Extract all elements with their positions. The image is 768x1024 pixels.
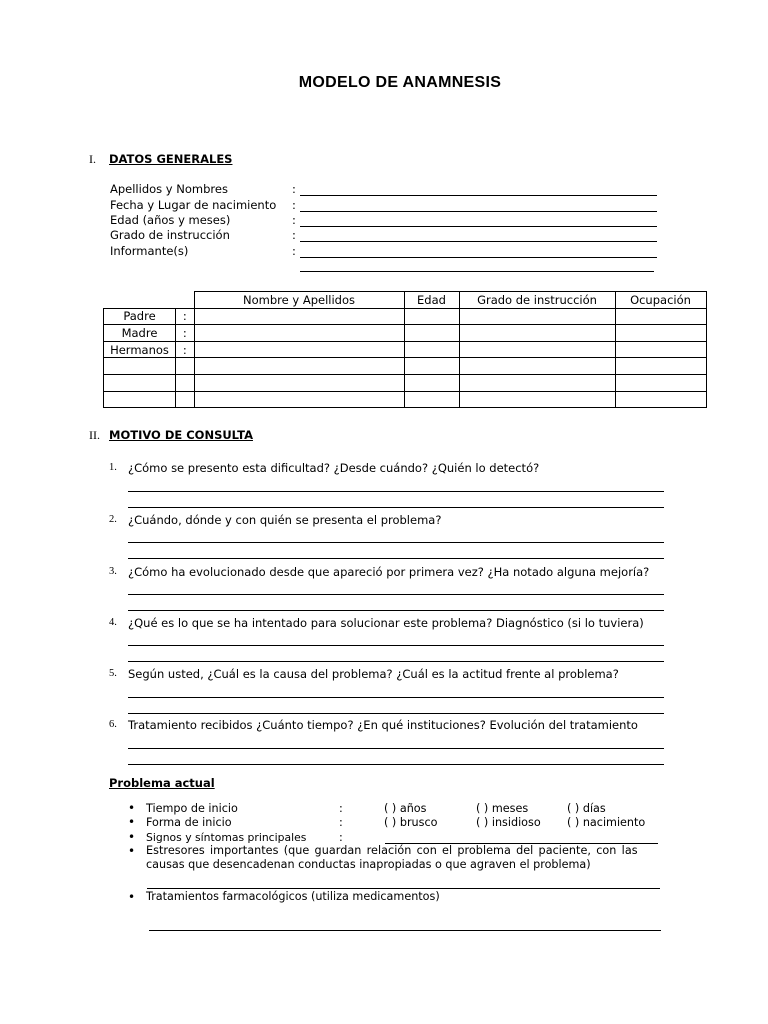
tratamientos-label: Tratamientos farmacológicos (utiliza medicamentos) <box>146 890 440 903</box>
question-number: 1. <box>109 462 117 473</box>
section-2-title: MOTIVO DE CONSULTA <box>109 428 253 442</box>
question-text: ¿Cómo se presento esta dificultad? ¿Desde cuándo? ¿Quién lo detectó? <box>128 461 540 475</box>
option-anos[interactable]: ( ) años <box>384 802 427 815</box>
cell-nombre[interactable] <box>194 325 404 342</box>
table-row <box>104 374 707 391</box>
question-text: ¿Cuándo, dónde y con quién se presenta el problema? <box>128 513 442 527</box>
answer-line[interactable] <box>128 748 664 749</box>
option-brusco[interactable]: ( ) brusco <box>384 816 438 829</box>
row-label-empty <box>104 358 176 375</box>
table-row <box>104 358 707 375</box>
section-1-title: DATOS GENERALES <box>109 152 233 166</box>
cell-edad[interactable] <box>404 341 459 358</box>
answer-line[interactable] <box>128 661 664 662</box>
cell-ocupacion[interactable] <box>615 308 706 325</box>
field-line-informante[interactable] <box>300 257 657 258</box>
table-row <box>104 308 707 325</box>
question-text: Según usted, ¿Cuál es la causa del problema? ¿Cuál es la actitud frente al problema? <box>128 667 619 681</box>
estresores-text-1: Estresores importantes (que guardan relación con el problema del paciente, con las <box>146 844 638 857</box>
option-dias[interactable]: ( ) días <box>567 802 606 815</box>
row-label-padre: Padre <box>104 308 176 325</box>
field-line-edad[interactable] <box>300 226 657 227</box>
answer-line[interactable] <box>128 610 664 611</box>
answer-line[interactable] <box>128 713 664 714</box>
question-text: ¿Qué es lo que se ha intentado para solucionar este problema? Diagnóstico (si lo tuviera) <box>128 616 644 630</box>
signos-sep: : <box>339 831 343 844</box>
cell-ocupacion[interactable] <box>615 325 706 342</box>
table-row <box>104 391 707 408</box>
answer-line[interactable] <box>128 697 664 698</box>
field-label-grado: Grado de instrucción <box>110 228 230 242</box>
cell-nombre[interactable] <box>194 358 404 375</box>
cell-grado[interactable] <box>459 308 615 325</box>
column-header-nombre: Nombre y Apellidos <box>194 292 404 309</box>
field-sep: : <box>292 182 296 196</box>
cell-edad[interactable] <box>404 308 459 325</box>
signos-label: Signos y síntomas principales <box>146 831 307 844</box>
cell-nombre[interactable] <box>194 308 404 325</box>
cell-grado[interactable] <box>459 325 615 342</box>
section-1-number: I. <box>89 152 96 166</box>
cell-nombre[interactable] <box>194 391 404 408</box>
question-number: 6. <box>109 719 117 730</box>
row-label-madre: Madre <box>104 325 176 342</box>
bullet: • <box>128 801 136 815</box>
answer-line[interactable] <box>128 507 664 508</box>
page-title: MODELO DE ANAMNESIS <box>298 74 502 91</box>
option-nacimiento[interactable]: ( ) nacimiento <box>567 816 646 829</box>
column-header-ocupacion: Ocupación <box>615 292 706 309</box>
forma-label: Forma de inicio <box>146 816 232 829</box>
question-number: 5. <box>109 668 117 679</box>
table-row <box>104 325 707 342</box>
table-corner <box>104 292 176 309</box>
column-header-edad: Edad <box>404 292 459 309</box>
cell-ocupacion[interactable] <box>615 391 706 408</box>
question-number: 3. <box>109 566 117 577</box>
answer-line[interactable] <box>128 542 664 543</box>
option-meses[interactable]: ( ) meses <box>476 802 529 815</box>
field-label-edad: Edad (años y meses) <box>110 213 231 227</box>
field-sep: : <box>292 198 296 212</box>
field-label-informante: Informante(s) <box>110 244 189 258</box>
bullet: • <box>128 890 136 904</box>
answer-line[interactable] <box>128 645 664 646</box>
answer-line[interactable] <box>128 594 664 595</box>
tratamientos-line[interactable] <box>149 930 661 931</box>
answer-line[interactable] <box>128 764 664 765</box>
cell-grado[interactable] <box>459 374 615 391</box>
row-sep <box>176 391 195 408</box>
cell-ocupacion[interactable] <box>615 374 706 391</box>
bullet: • <box>128 844 136 858</box>
field-label-fecha: Fecha y Lugar de nacimiento <box>110 198 277 212</box>
row-sep <box>176 374 195 391</box>
row-label-empty <box>104 391 176 408</box>
bullet: • <box>128 830 136 844</box>
bullet: • <box>128 815 136 829</box>
row-sep: : <box>176 341 195 358</box>
row-sep <box>176 358 195 375</box>
cell-grado[interactable] <box>459 358 615 375</box>
field-line-grado[interactable] <box>300 241 657 242</box>
field-line-informante-2[interactable] <box>300 271 654 272</box>
problema-actual-title: Problema actual <box>109 776 215 790</box>
cell-edad[interactable] <box>404 391 459 408</box>
column-header-grado: Grado de instrucción <box>459 292 615 309</box>
tiempo-label: Tiempo de inicio <box>146 802 238 815</box>
row-sep: : <box>176 308 195 325</box>
answer-line[interactable] <box>128 558 664 559</box>
estresores-line[interactable] <box>147 888 660 889</box>
field-label-apellidos: Apellidos y Nombres <box>110 182 228 196</box>
field-line-apellidos[interactable] <box>300 195 657 196</box>
field-sep: : <box>292 228 296 242</box>
family-table <box>103 291 707 408</box>
table-header-row <box>104 292 707 309</box>
table-corner <box>176 292 195 309</box>
question-number: 2. <box>109 514 117 525</box>
row-sep: : <box>176 325 195 342</box>
cell-nombre[interactable] <box>194 341 404 358</box>
row-label-hermanos: Hermanos <box>104 341 176 358</box>
tiempo-sep: : <box>339 802 343 815</box>
estresores-text-2: causas que desencadenan conductas inapropiadas o que agraven el problema) <box>146 858 591 871</box>
option-insidioso[interactable]: ( ) insidioso <box>476 816 541 829</box>
field-sep: : <box>292 244 296 258</box>
cell-edad[interactable] <box>404 325 459 342</box>
answer-line[interactable] <box>128 491 664 492</box>
question-text: Tratamiento recibidos ¿Cuánto tiempo? ¿En qué instituciones? Evolución del tratamiento <box>128 718 638 732</box>
cell-edad[interactable] <box>404 358 459 375</box>
forma-sep: : <box>339 816 343 829</box>
field-line-fecha[interactable] <box>300 211 657 212</box>
table-row <box>104 341 707 358</box>
question-text: ¿Cómo ha evolucionado desde que apareció por primera vez? ¿Ha notado alguna mejoría? <box>128 565 650 579</box>
cell-grado[interactable] <box>459 341 615 358</box>
cell-grado[interactable] <box>459 391 615 408</box>
field-sep: : <box>292 213 296 227</box>
cell-edad[interactable] <box>404 374 459 391</box>
cell-ocupacion[interactable] <box>615 341 706 358</box>
cell-nombre[interactable] <box>194 374 404 391</box>
row-label-empty <box>104 374 176 391</box>
cell-ocupacion[interactable] <box>615 358 706 375</box>
section-2-number: II. <box>89 428 100 442</box>
question-number: 4. <box>109 617 117 628</box>
